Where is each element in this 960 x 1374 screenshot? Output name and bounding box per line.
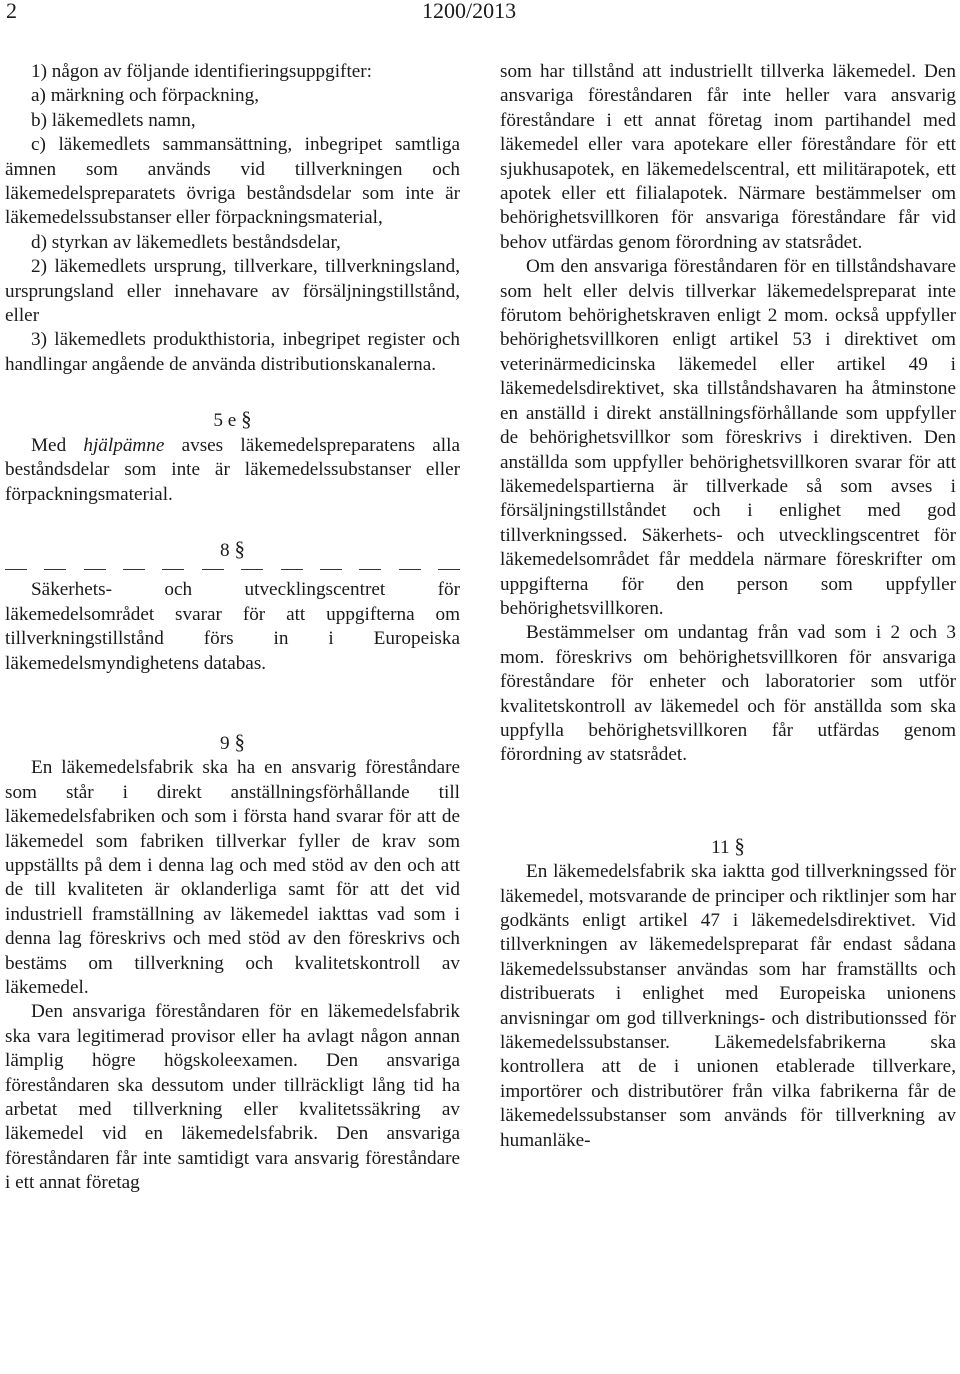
left-column — [5, 60, 460, 1196]
list-item: 1) någon av följande identifieringsuppgifter: — [31, 61, 373, 82]
section-5e-text: Med hjälpämne avses läkemedelspreparatens alla beståndsdelar som inte är läkemedelssubstanser eller förpackningsmaterial. — [5, 434, 460, 505]
paragraph: Om den ansvariga föreståndaren för en tillståndshavare som helt eller delvis tillverkar läkemedelspreparat inte förutom behörighetskraven enligt 2 mom. också uppfyller behörighetsvillkoren enligt artikel 53 i direktivet om veterinärmedicinska läkemedel eller artikel 49 i läkemedelsdirektivet, ska tillståndshavaren ha åtminstone en anställd i direkt anställningsförhållande som uppfyller de behörighetsvillkor som föreskrivs i direktiven. Den anställda som uppfyller behörighetsvillkoren svarar för att läkemedelspartierna är tillverkade så som avses i försäljningstillståndet och i enlighet med god tillverkningssed. Säkerhets- och utvecklingscentret för läkemedelsområdet får meddela närmare föreskrifter om uppgifterna för den person som uppfyller behörighetsvillkoren. — [500, 256, 956, 619]
paragraph: Bestämmelser om undantag från vad som i 2 och 3 mom. föreskrivs om behörighetsvillkoren för ansvariga föreståndare för enheter och laboratorier som utför kvalitetskontroll av läkemedel och för anställda som ska uppfylla behörighetsvillkoren får utfärdas genom förordning av statsrådet. — [500, 622, 956, 766]
section-heading-5e: 5 e § — [213, 407, 252, 432]
list-item: 3) läkemedlets produkthistoria, inbegripet register och handlingar angående de använda distributionskanalerna. — [5, 329, 460, 375]
list-item: 2) läkemedlets ursprung, tillverkare, tillverkningsland, ursprungsland eller innehavare av försäljningstillstånd, eller — [5, 256, 460, 327]
document-number: 1200/2013 — [422, 0, 517, 23]
right-column — [500, 60, 956, 1153]
section-8-text: Säkerhets- och utvecklingscentret för läkemedelsområdet svarar för att uppgifterna om tillverkningstillstånd förs in i Europeiska läkemedelsmyndighetens databas. — [5, 579, 460, 674]
section-9-paragraph: Den ansvariga föreståndaren för en läkemedelsfabrik ska vara legitimerad provisor eller ha avlagt någon annan lämplig högre högskoleexamen. Den ansvariga föreståndaren ska dessutom under tillräckligt lång tid ha arbetat med tillverkning eller kvalitetssäkring av läkemedel vid en läkemedelsfabrik. Den ansvariga föreståndaren får inte samtidigt vara ansvarig föreståndare i ett annat företag — [5, 1001, 460, 1194]
list-item: c) läkemedlets sammansättning, inbegripet samtliga ämnen som används vid tillverkningen och läkemedelspreparatets övriga beståndsdelar som inte är läkemedelssubstanser eller förpackningsmaterial, — [5, 134, 460, 229]
omitted-text-dashes — [5, 569, 460, 570]
list-item: b) läkemedlets namn, — [31, 109, 196, 131]
section-heading-8: 8 § — [220, 536, 245, 561]
section-11-text: En läkemedelsfabrik ska iaktta god tillverkningssed för läkemedel, motsvarande de principer och riktlinjer som har godkänts enligt artikel 47 i läkemedelsdirektivet. Vid tillverkningen av läkemedelspreparat får endast sådana läkemedelssubstanser användas som har framställts och distribuerats i enlighet med Europeiska unionens anvisningar om god tillverknings- och distributionssed för läkemedelssubstanser. Läkemedelsfabrikerna ska kontrollera att de i unionen etablerade tillverkare, importörer och distributörer från vilka fabrikerna får de läkemedelssubstanser som används för tillverkning av humanläke- — [500, 861, 956, 1151]
list-item: a) märkning och förpackning, — [31, 85, 260, 107]
continued-paragraph: som har tillstånd att industriellt tillverka läkemedel. Den ansvariga föreståndaren får inte heller vara ansvarig föreståndare i ett annat företag inom partihandel med läkemedel eller vara apotekare eller föreståndare för ett sjukhusapotek, en läkemedelscentral, ett militärapotek, ett apotek eller ett filialapotek. Närmare bestämmelser om behörighetsvillkoren för ansvariga föreståndare får vid behov utfärdas genom förordning av statsrådet. — [500, 61, 956, 253]
section-heading-11: 11 § — [711, 833, 745, 858]
list-item: d) styrkan av läkemedlets beståndsdelar, — [31, 231, 341, 253]
section-heading-9: 9 § — [220, 729, 245, 754]
page-number: 2 — [6, 0, 17, 23]
defined-term: hjälpämne — [83, 434, 165, 456]
section-9-paragraph: En läkemedelsfabrik ska ha en ansvarig föreståndare som står i direkt anställningsförhållande till läkemedelsfabriken och som i första hand svarar för att de läkemedel som fabriken tillverkar fyller de krav som uppställts på dem i denna lag och med stöd av den och att de till kvaliteten är oklanderliga samt för att det vid industriell framställning av läkemedel iakttas vad som i denna lag föreskrivs och med stöd av den föreskrivs och bestäms om tillverkning och kvalitetskontroll av läkemedel. — [5, 757, 460, 998]
